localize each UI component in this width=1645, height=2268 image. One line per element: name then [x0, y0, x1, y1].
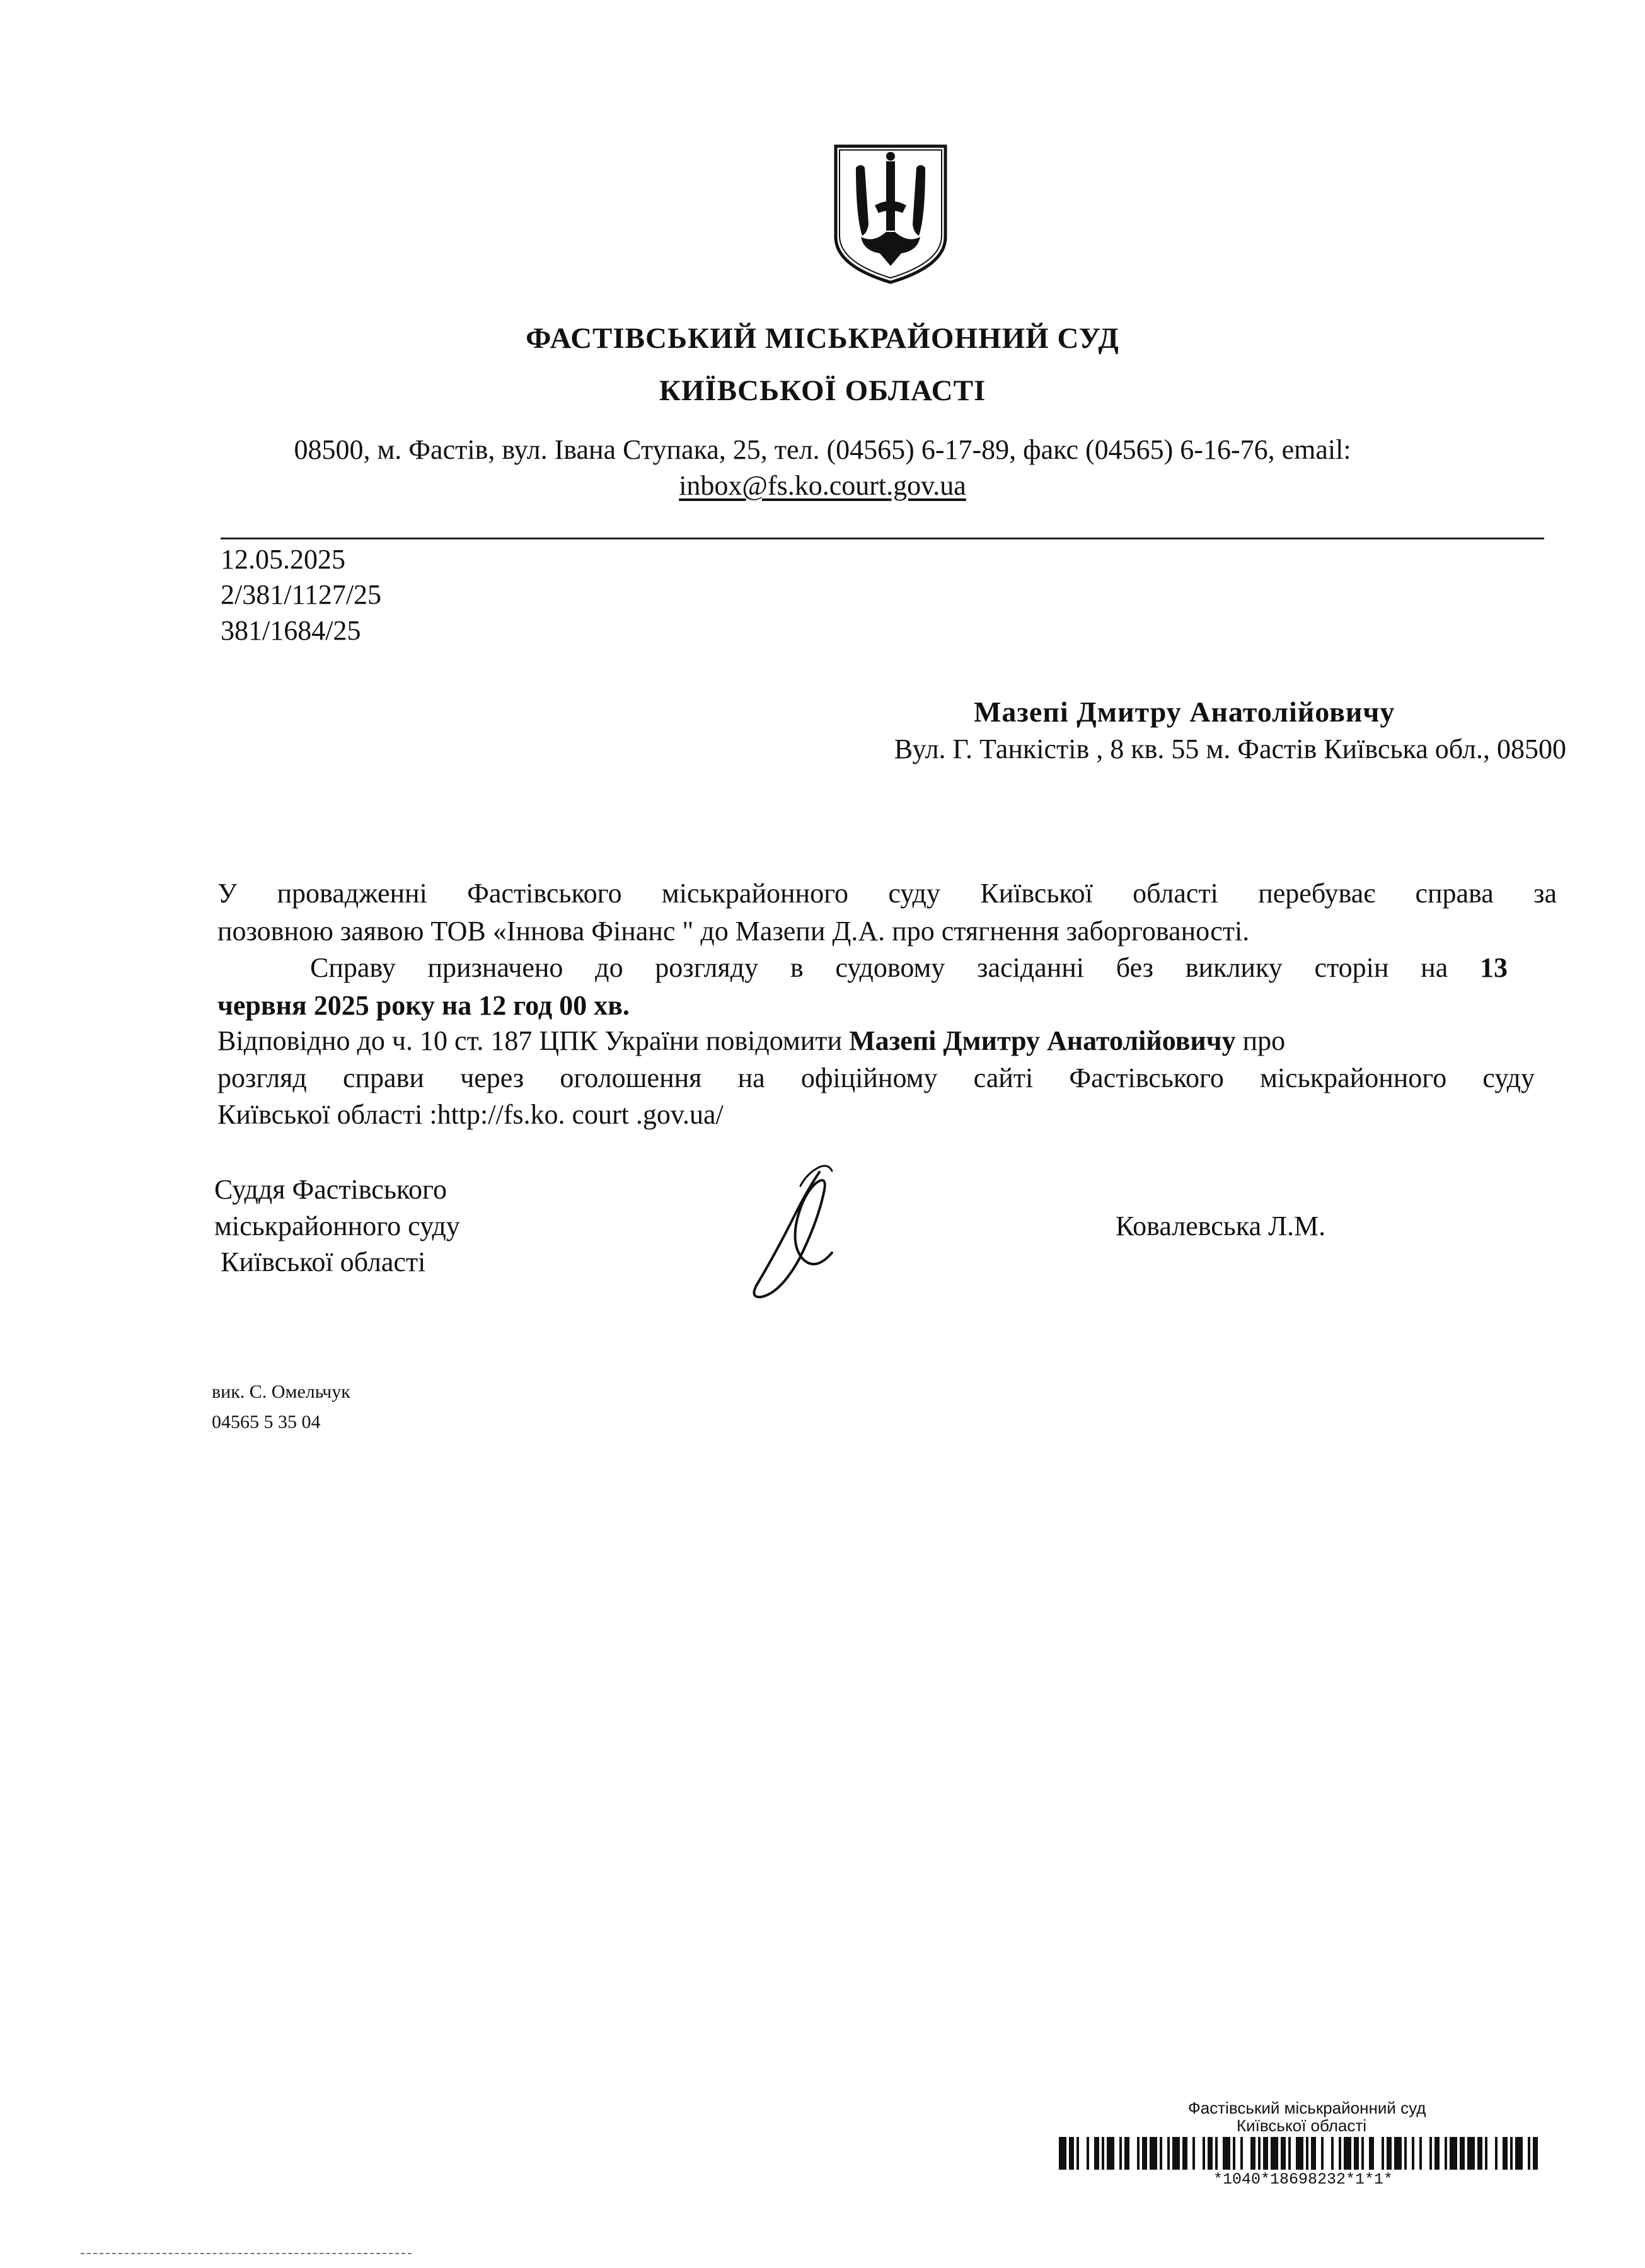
- notice-suffix: про: [1242, 1025, 1286, 1056]
- court-name: ФАСТІВСЬКИЙ МІСЬКРАЙОННИЙ СУД: [526, 322, 1119, 355]
- body-paragraph-3-line-3: Київської області :http://fs.ko. court .gov.ua/: [217, 1099, 724, 1130]
- judge-name: Ковалевська Л.М.: [1116, 1211, 1326, 1241]
- body-paragraph-3-line-2: розгляд справи через оголошення на офіційному сайті Фастівського міськрайонного суду: [217, 1062, 1535, 1093]
- judge-title-line-3: Київської області: [221, 1246, 426, 1277]
- stamp-organization: Фастівський міськрайонний суд: [1188, 2098, 1426, 2117]
- body-paragraph-1-line-1: У провадженні Фастівського міськрайонного суду Київської області перебуває справа за: [217, 878, 1557, 909]
- judge-title-line-2: міськрайонного суду: [214, 1211, 460, 1241]
- ukraine-trident-icon: [831, 142, 950, 285]
- hearing-day: 13: [1480, 952, 1508, 983]
- body-paragraph-3-line-1: [217, 1025, 1557, 1057]
- judge-title-line-1: Суддя Фастівського: [214, 1174, 447, 1205]
- header-divider: [221, 538, 1544, 539]
- notice-recipient-name: Мазепі Дмитру Анатолійовичу: [849, 1025, 1236, 1056]
- executor-name: вик. С. Омельчук: [212, 1381, 350, 1402]
- barcode-icon: [1059, 2137, 1544, 2170]
- document-date: 12.05.2025: [221, 544, 345, 575]
- page-footer-line: [81, 2253, 412, 2254]
- stamp-region: Київської області: [1237, 2116, 1367, 2135]
- recipient-name: Мазепі Дмитру Анатолійовичу: [974, 696, 1395, 728]
- court-email-link[interactable]: inbox@fs.ko.court.gov.ua: [679, 470, 966, 501]
- hearing-date-time: червня 2025 року на 12 год 00 хв.: [217, 990, 630, 1021]
- court-region: КИЇВСЬКОЇ ОБЛАСТІ: [659, 374, 986, 407]
- case-number: 2/381/1127/25: [221, 579, 382, 610]
- body-paragraph-2-line-1: [310, 952, 1508, 984]
- recipient-address: Вул. Г. Танкістів , 8 кв. 55 м. Фастів Київська обл., 08500: [894, 734, 1566, 764]
- executor-phone: 04565 5 35 04: [212, 1412, 321, 1432]
- handwritten-signature: [725, 1161, 863, 1306]
- court-address: 08500, м. Фастів, вул. Івана Ступака, 25, тел. (04565) 6-17-89, факс (04565) 6-16-76, email:: [294, 434, 1351, 465]
- barcode-number: *1040*18698232*1*1*: [1213, 2170, 1394, 2189]
- notice-prefix: Відповідно до ч. 10 ст. 187 ЦПК України повідомити: [217, 1025, 843, 1056]
- body-paragraph-1-line-2: позовною заявою ТОВ «Іннова Фінанс " до Мазепи Д.А. про стягнення заборгованості.: [217, 916, 1250, 947]
- proceeding-number: 381/1684/25: [221, 615, 361, 646]
- hearing-sentence: Справу призначено до розгляду в судовому засіданні без виклику сторін на: [310, 952, 1448, 983]
